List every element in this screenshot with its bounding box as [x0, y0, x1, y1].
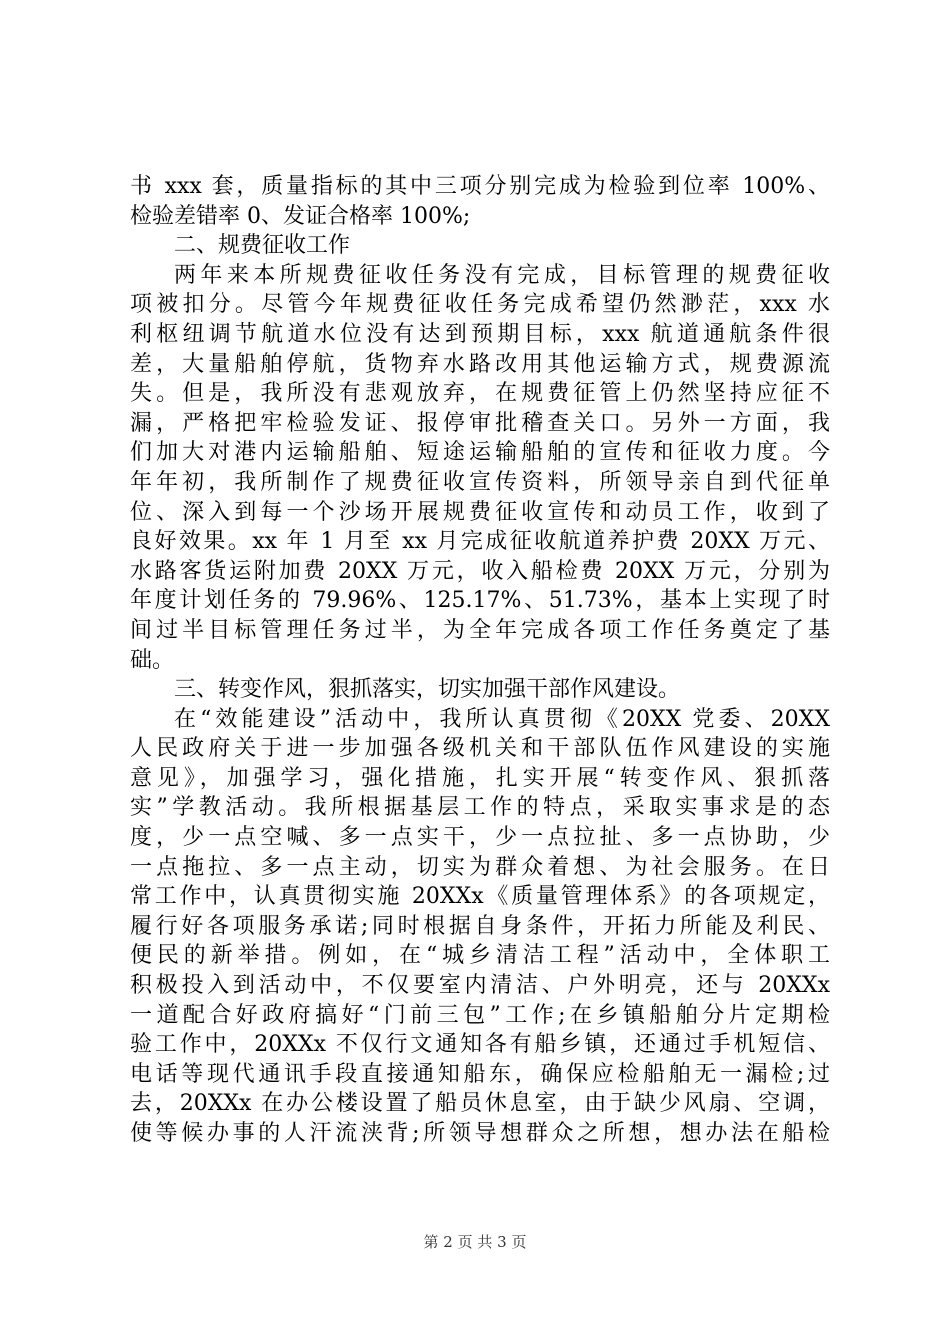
text-line: 电话等现代通讯手段直接通知船东，确保应检船舶无一漏检;过 [130, 1061, 830, 1087]
text-line: 两年来本所规费征收任务没有完成，目标管理的规费征收 [174, 262, 830, 288]
text-line: 间过半目标管理任务过半，为全年完成各项工作任务奠定了基 [130, 617, 830, 643]
text-line: 度，少一点空喊、多一点实干，少一点拉扯、多一点协助，少 [130, 825, 830, 851]
text-line: 水路客货运附加费 20XX 万元，收入船检费 20XX 万元，分别为 [130, 558, 830, 584]
text-line: 人民政府关于进一步加强各级机关和干部队伍作风建设的实施 [130, 736, 830, 762]
text-line: 积极投入到活动中，不仅要室内清洁、户外明亮，还与 20XXx [130, 973, 830, 999]
text-line: 失。但是，我所没有悲观放弃，在规费征管上仍然坚持应征不 [130, 381, 830, 407]
text-line: 一道配合好政府搞好“门前三包”工作;在乡镇船舶分片定期检 [130, 1002, 830, 1028]
text-line: 一点拖拉、多一点主动，切实为群众着想、为社会服务。在日 [130, 854, 830, 880]
text-line: 良好效果。xx 年 1 月至 xx 月完成征收航道养护费 20XX 万元、 [130, 529, 830, 555]
text-line: 三、转变作风，狠抓落实，切实加强干部作风建设。 [174, 677, 681, 703]
text-line: 意见》，加强学习，强化措施，扎实开展“转变作风、狠抓落 [130, 765, 830, 791]
text-line: 检验差错率 0、发证合格率 100%; [130, 203, 471, 229]
text-line: 便民的新举措。例如，在“城乡清洁工程”活动中，全体职工 [130, 943, 830, 969]
page-footer: 第 2 页 共 3 页 [423, 1233, 527, 1251]
text-line: 利枢纽调节航道水位没有达到预期目标，xxx 航道通航条件很 [130, 321, 830, 347]
text-line: 履行好各项服务承诺;同时根据自身条件，开拓力所能及利民、 [130, 913, 830, 939]
text-line: 书 xxx 套，质量指标的其中三项分别完成为检验到位率 100%、 [130, 174, 830, 199]
document-body [130, 172, 830, 1149]
text-line: 在“效能建设”活动中，我所认真贯彻《20XX 党委、20XX [174, 706, 830, 732]
text-line: 位、深入到每一个沙场开展规费征收宣传和动员工作，收到了 [130, 499, 830, 525]
text-line: 础。 [130, 647, 175, 673]
text-line: 去，20XXx 在办公楼设置了船员休息室，由于缺少风扇、空调， [130, 1091, 830, 1117]
text-line: 实”学教活动。我所根据基层工作的特点，采取实事求是的态 [130, 795, 830, 821]
text-line: 项被扣分。尽管今年规费征收任务完成希望仍然渺茫，xxx 水 [130, 292, 830, 318]
text-line: 差，大量船舶停航，货物弃水路改用其他运输方式，规费源流 [130, 351, 830, 377]
text-line: 漏，严格把牢检验发证、报停审批稽查关口。另外一方面，我 [130, 410, 830, 436]
text-line: 年年初，我所制作了规费征收宣传资料，所领导亲自到代征单 [130, 469, 830, 495]
text-line: 们加大对港内运输船舶、短途运输船舶的宣传和征收力度。今 [130, 440, 830, 466]
text-line: 常工作中，认真贯彻实施 20XXx《质量管理体系》的各项规定， [130, 884, 830, 910]
text-line: 使等候办事的人汗流浃背;所领导想群众之所想，想办法在船检 [130, 1121, 830, 1146]
text-line: 二、规费征收工作 [174, 233, 351, 259]
text-line: 验工作中，20XXx 不仅行文通知各有船乡镇，还通过手机短信、 [130, 1032, 830, 1058]
text-line: 年度计划任务的 79.96%、125.17%、51.73%，基本上实现了时 [130, 588, 830, 614]
